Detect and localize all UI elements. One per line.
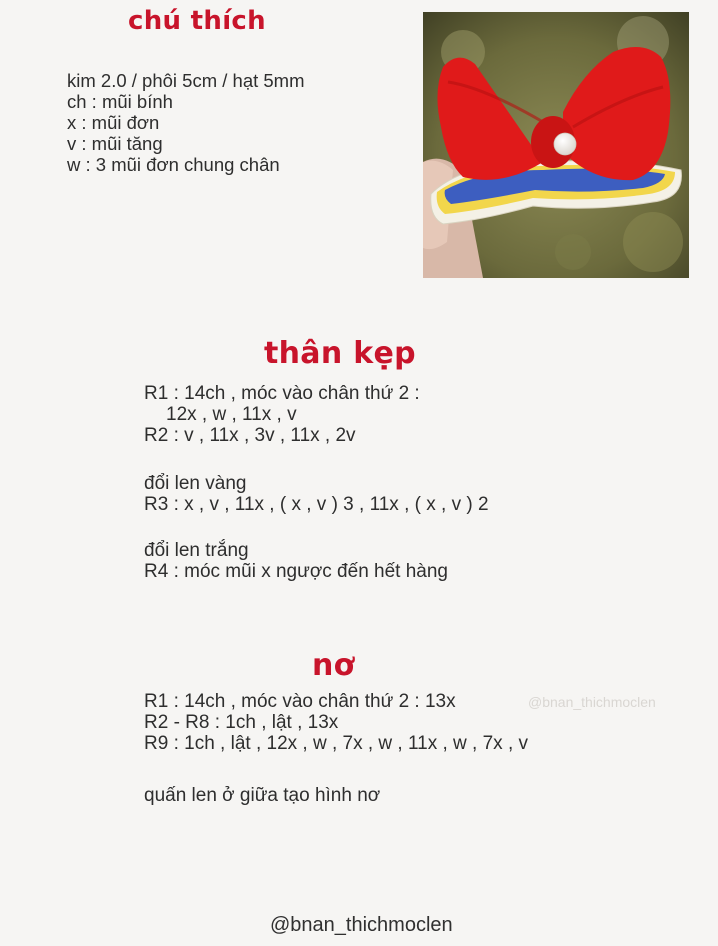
white-yarn-group [144,540,448,582]
pattern-row: R1 : 14ch , móc vào chân thứ 2 : [144,383,420,404]
pattern-row: 12x , w , 11x , v [166,404,297,425]
pattern-row: R9 : 1ch , lật , 12x , w , 7x , w , 11x , w , 7x , v [144,733,529,754]
pattern-row: R3 : x , v , 11x , ( x , v ) 3 , 11x , ( x , v ) 2 [144,494,489,515]
legend-list [67,70,305,175]
crochet-bow-clip-photo [423,12,689,278]
yarn-change-note: đổi len trắng [144,540,249,561]
author-signature: @bnan_thichmoclen [270,914,453,936]
legend-line: ch : mũi bính [67,91,173,112]
yellow-yarn-group [144,473,489,515]
faint-watermark: @bnan_thichmoclen [528,694,656,710]
pattern-row: R4 : móc mũi x ngược đến hết hàng [144,561,448,582]
legend-heading: chú thích [128,6,266,36]
legend-line: x : mũi đơn [67,112,160,133]
legend-line: v : mũi tăng [67,133,163,154]
pattern-row: R1 : 14ch , móc vào chân thứ 2 : 13x [144,691,456,712]
bow-finishing-note: quấn len ở giữa tạo hình nơ [144,785,381,806]
bow-heading: nơ [312,648,355,683]
yarn-change-note: đổi len vàng [144,473,247,494]
clip-body-heading: thân kẹp [264,336,416,371]
legend-line: kim 2.0 / phôi 5cm / hạt 5mm [67,70,305,91]
clip-body-rows [144,383,420,446]
pattern-row: R2 : v , 11x , 3v , 11x , 2v [144,425,356,446]
legend-line: w : 3 mũi đơn chung chân [67,154,280,175]
bow-rows [144,691,528,754]
pattern-row: R2 - R8 : 1ch , lật , 13x [144,712,339,733]
